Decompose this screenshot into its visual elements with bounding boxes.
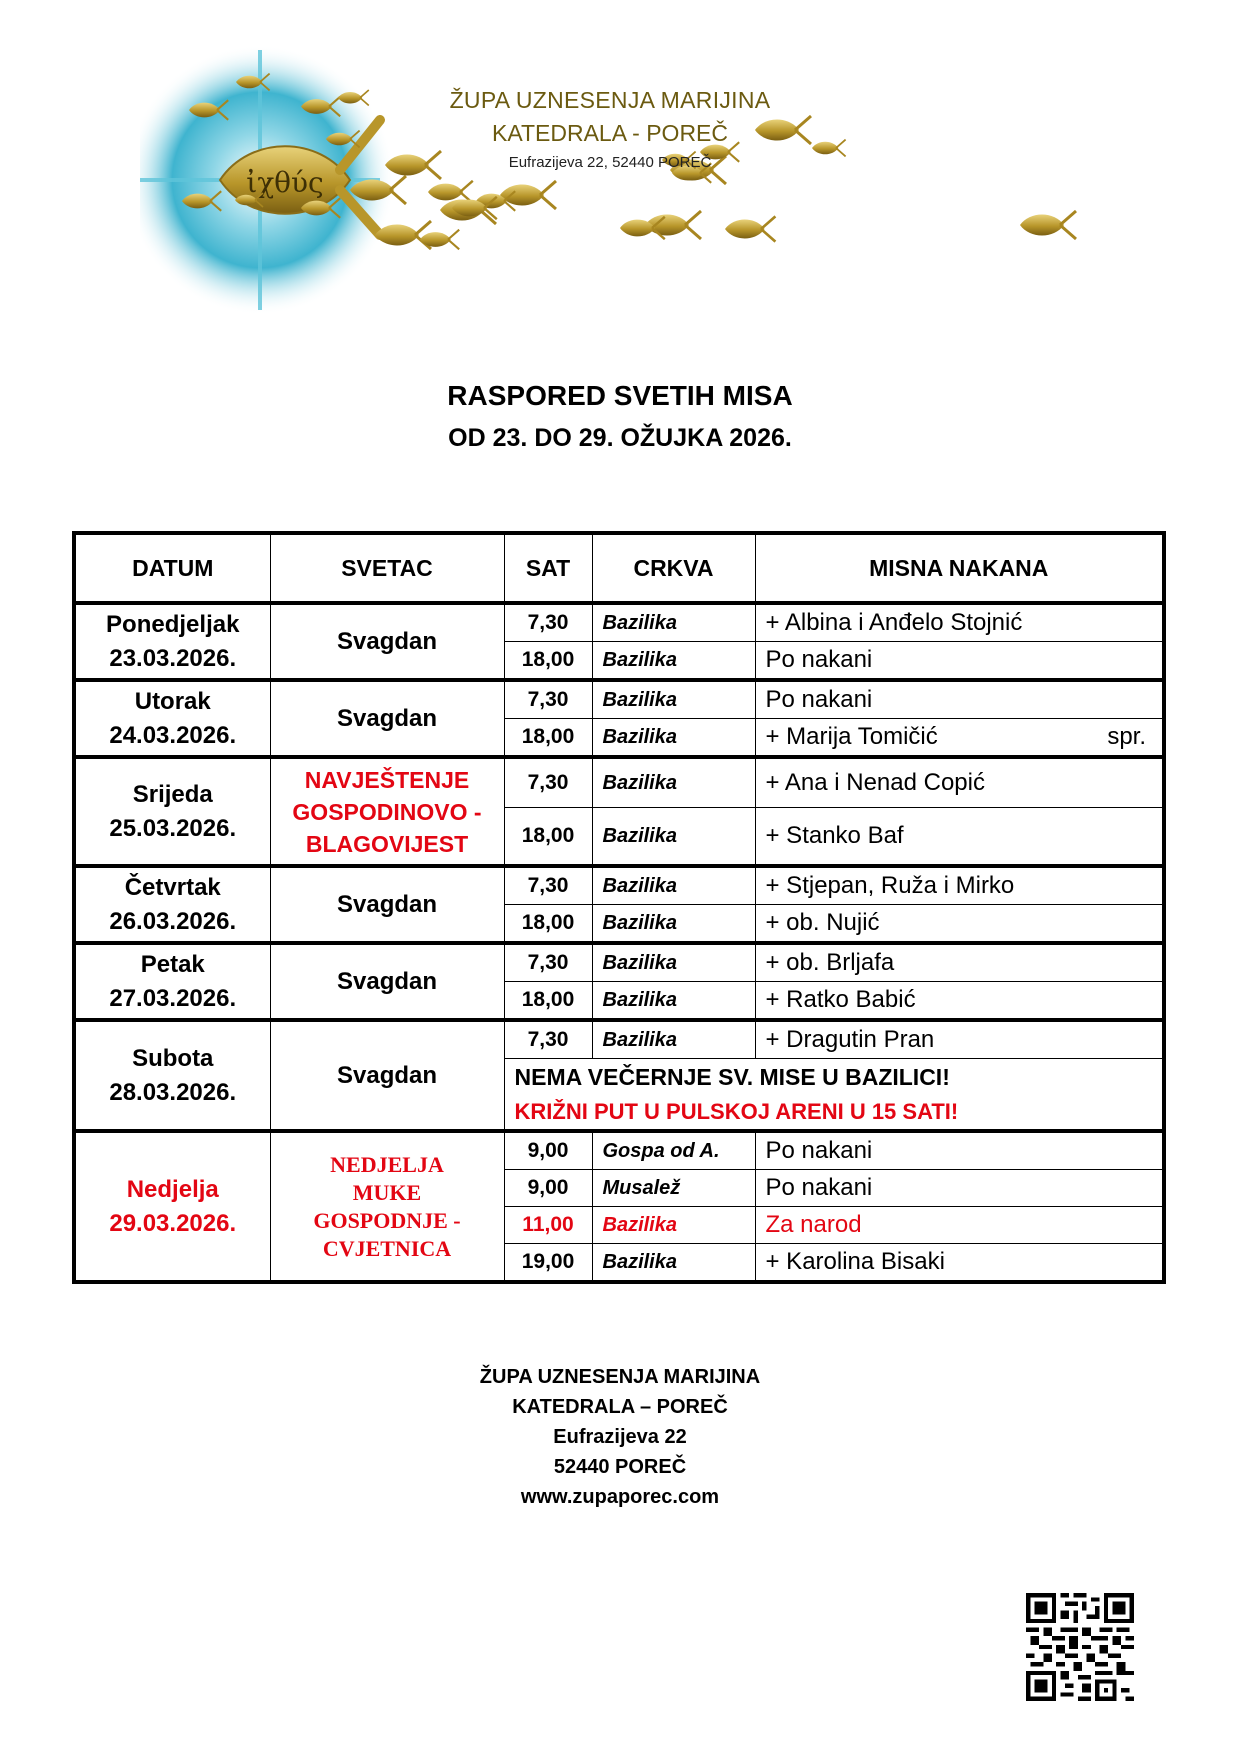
- logo-parish-name: ŽUPA UZNESENJA MARIJINA: [449, 87, 771, 113]
- church-cell: Bazilika: [592, 808, 755, 867]
- time-cell: 7,30: [504, 866, 592, 905]
- feast-cell: [270, 1131, 504, 1282]
- intention-cell: [755, 719, 1164, 758]
- time-cell: 9,00: [504, 1131, 592, 1170]
- feast-line: MUKE: [352, 1179, 422, 1205]
- time-cell: 18,00: [504, 982, 592, 1021]
- church-cell: Bazilika: [592, 757, 755, 808]
- time-cell: 7,30: [504, 943, 592, 982]
- footer-parish-name: ŽUPA UZNESENJA MARIJINA: [479, 1366, 761, 1388]
- table-row: [74, 1131, 1164, 1170]
- church-cell: Bazilika: [592, 1020, 755, 1059]
- intention-cell: + Ratko Babić: [755, 982, 1164, 1021]
- footer-cathedral-name: KATEDRALA – POREČ: [512, 1396, 728, 1418]
- date-cell: [74, 1131, 270, 1282]
- day-name: Srijeda: [132, 780, 213, 808]
- intention-cell: + Albina i Anđelo Stojnić: [755, 603, 1164, 642]
- day-name: Nedjelja: [126, 1175, 219, 1203]
- date-cell: [74, 1020, 270, 1131]
- church-cell: Bazilika: [592, 982, 755, 1021]
- day-date: 29.03.2026.: [109, 1209, 237, 1237]
- header-datum: DATUM: [74, 533, 270, 603]
- header-svetac: SVETAC: [270, 533, 504, 603]
- table-row: [74, 757, 1164, 808]
- table-header-row: [74, 533, 1164, 603]
- intention-cell: Po nakani: [755, 1170, 1164, 1207]
- svetac-cell: Svagdan: [270, 603, 504, 680]
- date-cell: [74, 757, 270, 866]
- day-date: 23.03.2026.: [109, 644, 237, 672]
- church-cell: Bazilika: [592, 866, 755, 905]
- day-name: Ponedjeljak: [106, 610, 240, 638]
- date-cell: [74, 603, 270, 680]
- svetac-cell: Svagdan: [270, 1020, 504, 1131]
- ichthys-logo-graphic: [140, 40, 1080, 340]
- svetac-cell: Svagdan: [270, 866, 504, 943]
- intention-cell: + Karolina Bisaki: [755, 1244, 1164, 1283]
- day-date: 24.03.2026.: [109, 721, 237, 749]
- parish-logo: [140, 40, 1080, 340]
- time-cell: 9,00: [504, 1170, 592, 1207]
- church-cell: Bazilika: [592, 1207, 755, 1244]
- feast-line: GOSPODINOVO -: [292, 798, 482, 825]
- svetac-cell: Svagdan: [270, 943, 504, 1020]
- church-cell: Bazilika: [592, 680, 755, 719]
- day-name: Petak: [140, 950, 205, 978]
- time-cell: 7,30: [504, 603, 592, 642]
- svetac-cell: Svagdan: [270, 680, 504, 757]
- intention-cell: + ob. Nujić: [755, 905, 1164, 944]
- day-date: 25.03.2026.: [109, 814, 237, 842]
- time-cell: 18,00: [504, 719, 592, 758]
- intention-cell: + Ana i Nenad Copić: [755, 757, 1164, 808]
- header-misna-nakana: MISNA NAKANA: [755, 533, 1164, 603]
- intention-cell: Za narod: [755, 1207, 1164, 1244]
- time-cell: 18,00: [504, 808, 592, 867]
- time-cell: 18,00: [504, 905, 592, 944]
- page-subtitle-date-range: OD 23. DO 29. OŽUJKA 2026.: [448, 424, 792, 452]
- time-cell: 19,00: [504, 1244, 592, 1283]
- church-cell: Bazilika: [592, 603, 755, 642]
- church-cell: Musalež: [592, 1170, 755, 1207]
- intention-cell: + Stanko Baf: [755, 808, 1164, 867]
- table-row: [74, 1020, 1164, 1059]
- feast-line: BLAGOVIJEST: [305, 830, 469, 857]
- feast-line: NAVJEŠTENJE: [304, 766, 470, 793]
- time-cell: 7,30: [504, 1020, 592, 1059]
- notice-cell: [504, 1059, 1164, 1132]
- feast-line: CVJETNICA: [322, 1235, 452, 1261]
- mass-schedule-table: [72, 531, 1166, 1284]
- date-cell: [74, 866, 270, 943]
- header-sat: SAT: [504, 533, 592, 603]
- date-cell: [74, 943, 270, 1020]
- feast-line: NEDJELJA: [330, 1151, 444, 1177]
- intention-text: + Marija Tomičić: [765, 723, 938, 750]
- day-date: 27.03.2026.: [109, 984, 237, 1012]
- table-row: [74, 603, 1164, 642]
- time-cell: 7,30: [504, 757, 592, 808]
- time-cell: 11,00: [504, 1207, 592, 1244]
- footer-street: Eufrazijeva 22: [553, 1426, 687, 1448]
- footer-website-link[interactable]: www.zupaporec.com: [520, 1486, 720, 1508]
- day-name: Subota: [132, 1044, 214, 1072]
- intention-cell: + Dragutin Pran: [755, 1020, 1164, 1059]
- table-row: [74, 943, 1164, 982]
- feast-line: GOSPODNJE -: [313, 1207, 461, 1233]
- church-cell: Bazilika: [592, 905, 755, 944]
- day-date: 28.03.2026.: [109, 1078, 237, 1106]
- day-date: 26.03.2026.: [109, 907, 237, 935]
- logo-cathedral-name: KATEDRALA - POREČ: [491, 120, 729, 146]
- time-cell: 7,30: [504, 680, 592, 719]
- qr-code-icon: [1026, 1593, 1134, 1701]
- intention-cell: + Stjepan, Ruža i Mirko: [755, 866, 1164, 905]
- logo-address: Eufrazijeva 22, 52440 POREČ: [508, 154, 712, 171]
- footer-city: 52440 POREČ: [553, 1456, 687, 1478]
- header-crkva: CRKVA: [592, 533, 755, 603]
- church-cell: Bazilika: [592, 719, 755, 758]
- time-cell: 18,00: [504, 642, 592, 681]
- intention-cell: Po nakani: [755, 642, 1164, 681]
- church-cell: Bazilika: [592, 943, 755, 982]
- day-name: Četvrtak: [124, 873, 221, 901]
- ichthys-text: ἰχθύς: [246, 166, 324, 199]
- way-of-cross-notice: KRIŽNI PUT U PULSKOJ ARENI U 15 SATI!: [514, 1099, 959, 1124]
- table-row: [74, 866, 1164, 905]
- church-cell: Gospa od A.: [592, 1131, 755, 1170]
- feast-cell: [270, 757, 504, 866]
- day-name: Utorak: [134, 687, 211, 715]
- intention-cell: Po nakani: [755, 680, 1164, 719]
- intention-cell: + ob. Brljafa: [755, 943, 1164, 982]
- intention-note: spr.: [1107, 723, 1146, 750]
- church-cell: Bazilika: [592, 642, 755, 681]
- intention-cell: Po nakani: [755, 1131, 1164, 1170]
- date-cell: [74, 680, 270, 757]
- church-cell: Bazilika: [592, 1244, 755, 1283]
- table-row: [74, 680, 1164, 719]
- footer-address-block: [0, 1362, 1240, 1512]
- page-title: RASPORED SVETIH MISA: [447, 380, 793, 411]
- no-evening-mass-notice: NEMA VEČERNJE SV. MISE U BAZILICI!: [514, 1064, 950, 1090]
